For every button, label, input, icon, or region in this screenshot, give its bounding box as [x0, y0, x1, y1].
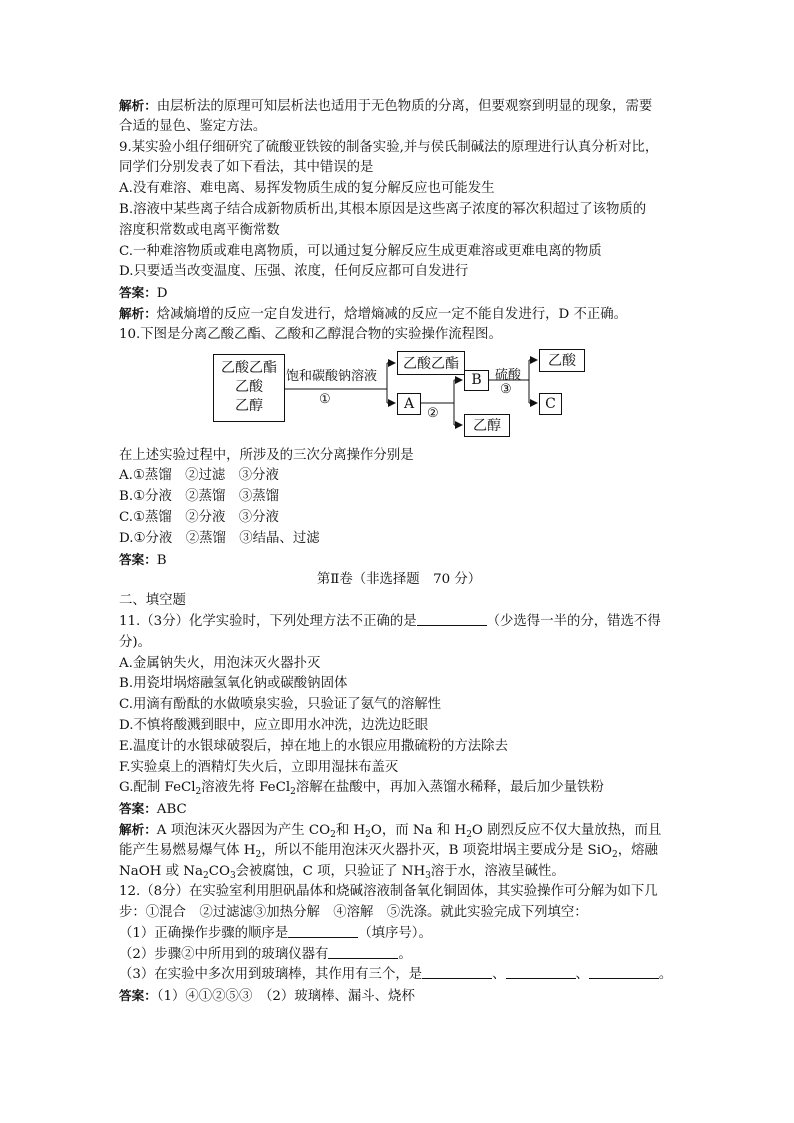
answer-label: 答案：: [119, 801, 157, 817]
answer-value: ABC: [156, 802, 187, 818]
answer-blank[interactable]: [288, 924, 358, 938]
step-3-label: ③: [500, 381, 512, 397]
question-12-stem: 步：①混合 ②过滤滤③加热分解 ④溶解 ⑤洗涤。就此实验完成下列填空：: [119, 905, 588, 921]
subquestion-1: （1）正确操作步骤的顺序是 （填序号）。: [119, 925, 432, 941]
question-9-stem: 同学们分别发表了如下看法，其中错误的是: [119, 160, 374, 176]
question-12-stem: 12.（8分）在实验室利用胆矾晶体和烧碱溶液制备氧化铜固体，其实验操作可分解为如下几: [119, 884, 658, 900]
analysis-label: 解析：: [119, 98, 157, 113]
answer-blank[interactable]: [417, 612, 487, 626]
option-d: D.①分液 ②蒸馏 ③结晶、过滤: [119, 530, 320, 546]
analysis-line: NaOH 或 $Na_2CO_3$会被腐蚀，C 项，只验证了 $NH_3$溶于水，溶液呈碱性。: [119, 863, 565, 881]
analysis-line: [119, 304, 679, 325]
subquestion-2: （2）步骤②中所用到的玻璃仪器有 。: [119, 946, 412, 962]
question-11-stem-cont: 分)。: [119, 634, 152, 650]
answer-value: D: [156, 286, 168, 302]
acid-label: 硫酸: [495, 367, 522, 383]
option-c: C.用滴有酚酞的水做喷泉实验，只验证了氨气的溶解性: [119, 697, 442, 713]
mixture-alcohol: 乙醇: [235, 398, 263, 415]
option-c: C.一种难溶物质或难电离物质，可以通过复分解反应生成更难溶或更难电离的物质: [119, 243, 602, 259]
exam-page: [119, 96, 679, 1007]
answer-label: 答案：: [119, 551, 157, 567]
answer-blank[interactable]: [328, 945, 398, 959]
box-c: C: [539, 393, 562, 415]
answer-blank[interactable]: [422, 965, 492, 979]
option-b-cont: 溶度积常数或电离平衡常数: [119, 222, 280, 238]
answer-line: [119, 550, 679, 571]
acetic-acid-box: 乙酸: [539, 349, 585, 372]
subquestion-3: （3）在实验中多次用到玻璃棒，其作用有三个，是 、 、 。: [119, 967, 673, 983]
option-b: B.①分液 ②蒸馏 ③蒸馏: [119, 489, 280, 505]
option-b: B.溶液中某些离子结合成新物质析出,其根本原因是这些离子浓度的幂次积超过了该物质的: [119, 201, 647, 217]
option-a: A.①蒸馏 ②过滤 ③分液: [119, 468, 279, 484]
question-10-stem: 10.下图是分离乙酸乙酯、乙酸和乙醇混合物的实验操作流程图。: [119, 326, 502, 342]
option-e: E.温度计的水银球破裂后，掉在地上的水银应用撒硫粉的方法除去: [119, 738, 508, 754]
answer-blank[interactable]: [589, 965, 659, 979]
answer-value: （1）④①②⑤③ （2）玻璃棒、漏斗、烧杯: [156, 989, 415, 1005]
question-9-stem: 9.某实验小组仔细研究了硫酸亚铁铵的制备实验,并与侯氏制碱法的原理进行认真分析对比，: [119, 139, 659, 155]
option-g: G.配制 FeCl$_2$溶液先将 FeCl$_2$溶解在盐酸中，再加入蒸馏水稀释，最后加少量铁粉: [119, 780, 604, 798]
option-a: A.金属钠失火，用泡沫灭火器扑灭: [119, 655, 321, 671]
answer-label: 答案：: [119, 285, 157, 301]
answer-blank[interactable]: [506, 965, 576, 979]
analysis-line: [119, 96, 679, 117]
reagent-label: 饱和碳酸钠溶液: [286, 368, 378, 384]
option-a: A.没有难溶、难电离、易挥发物质生成的复分解反应也可能发生: [119, 181, 495, 197]
analysis-text: 由层析法的原理可知层析法也适用于无色物质的分离，但要观察到明显的现象，需要: [156, 99, 653, 114]
option-c: C.①蒸馏 ②分液 ③分液: [119, 509, 279, 525]
step-2-label: ②: [427, 405, 439, 421]
answer-line: [119, 799, 679, 820]
analysis-label: 解析：: [119, 821, 157, 837]
question-11-stem: 11.（3分）化学实验时，下列处理方法不正确的是 （少选得一半的分，错选不得: [119, 613, 661, 629]
question-10-prompt: 在上述实验过程中，所涉及的三次分离操作分别是: [119, 447, 414, 463]
option-b: B.用瓷坩埚熔融氢氧化钠或碳酸钠固体: [119, 676, 348, 692]
mixture-acid: 乙酸: [235, 379, 263, 396]
mixture-box: [213, 354, 285, 422]
answer-label: 答案：: [119, 988, 157, 1004]
analysis-label: 解析：: [119, 305, 157, 321]
analysis-line: 解析：A 项泡沫灭火器因为产生 $CO_2$和 $H_2O$，而 Na 和 $H_2O$ 剧烈反应不仅大量放热，而且: [119, 821, 662, 840]
analysis-line: 合适的显色、鉴定方法。: [119, 118, 267, 134]
answer-line: [119, 986, 679, 1007]
mixture-ester: 乙酸乙酯: [221, 360, 277, 377]
option-f: F.实验桌上的酒精灯失火后，立即用湿抹布盖灭: [119, 759, 399, 775]
option-d: D.不慎将酸溅到眼中，应立即用水冲洗，边洗边眨眼: [119, 717, 429, 733]
analysis-text: 焓减熵增的反应一定自发进行，焓增熵减的反应一定不能自发进行，D 不正确。: [156, 306, 628, 322]
ethanol-box: 乙醇: [464, 414, 510, 437]
section-heading: 二、填空题: [119, 593, 186, 609]
section-title: 第Ⅱ卷（非选择题 70 分）: [316, 572, 482, 588]
ester-box: 乙酸乙酯: [397, 351, 465, 375]
box-a: A: [397, 393, 421, 415]
analysis-line: 能产生易燃易爆气体 $H_2$，所以不能用泡沫灭火器扑灭，B 项瓷坩埚主要成分是 SiO$_2$，熔融: [119, 842, 658, 860]
answer-line: [119, 283, 679, 304]
box-b: B: [464, 370, 489, 391]
answer-value: B: [156, 552, 167, 568]
step-1-label: ①: [319, 391, 331, 407]
separation-flowchart: [119, 348, 679, 440]
option-d: D.只要适当改变温度、压强、浓度，任何反应都可自发进行: [119, 264, 469, 280]
